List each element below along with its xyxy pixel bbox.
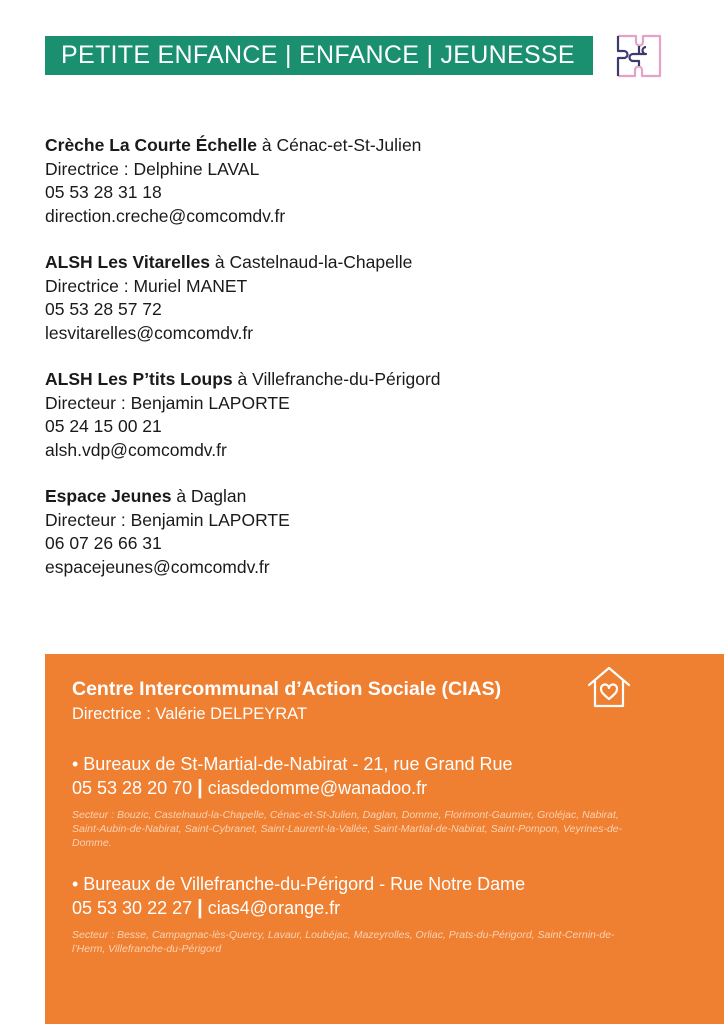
entry-phone[interactable]: 06 07 26 66 31 xyxy=(45,533,162,553)
entry-director: Directeur : Benjamin LAPORTE xyxy=(45,509,290,530)
office-villefranche xyxy=(72,872,712,956)
office-sector: Secteur : Besse, Campagnac-lès-Quercy, Lavaur, Loubéjac, Mazeyrolles, Orliac, Prats-du-Périgord, Saint-Cernin-de-l’Herm, Villefranche-du-Périgord xyxy=(72,929,615,955)
office-email[interactable]: ciasdedomme@wanadoo.fr xyxy=(207,778,428,798)
entry-email[interactable]: espacejeunes@comcomdv.fr xyxy=(45,556,270,577)
office-separator: | xyxy=(197,897,203,919)
entry-email[interactable]: lesvitarelles@comcomdv.fr xyxy=(45,322,254,343)
cias-panel xyxy=(45,654,724,1024)
office-address: • Bureaux de St-Martial-de-Nabirat - 21, rue Grand Rue xyxy=(72,754,513,774)
contact-entry-creche xyxy=(45,134,685,228)
office-separator: | xyxy=(197,777,203,799)
cias-director: Directrice : Valérie DELPEYRAT xyxy=(72,705,308,723)
entry-phone[interactable]: 05 24 15 00 21 xyxy=(45,416,162,436)
entry-name: ALSH Les Vitarelles xyxy=(45,252,211,272)
office-st-martial xyxy=(72,752,712,850)
entry-location: à Cénac-et-St-Julien xyxy=(257,135,422,155)
office-email[interactable]: cias4@orange.fr xyxy=(207,898,341,918)
entry-name: Crèche La Courte Échelle xyxy=(45,135,258,155)
entry-director: Directeur : Benjamin LAPORTE xyxy=(45,392,290,413)
cias-title: Centre Intercommunal d’Action Sociale (CIAS) xyxy=(72,678,502,700)
section-banner xyxy=(45,36,593,75)
puzzle-icon xyxy=(616,34,662,78)
entry-name: Espace Jeunes xyxy=(45,486,172,506)
entry-director: Directrice : Delphine LAVAL xyxy=(45,158,260,179)
office-phone[interactable]: 05 53 30 22 27 xyxy=(72,898,193,918)
contact-entry-vitarelles xyxy=(45,251,685,345)
entry-name: ALSH Les P’tits Loups xyxy=(45,369,233,389)
entry-location: à Daglan xyxy=(171,486,247,506)
entry-location: à Villefranche-du-Périgord xyxy=(232,369,441,389)
entry-phone[interactable]: 05 53 28 57 72 xyxy=(45,299,162,319)
entry-email[interactable]: alsh.vdp@comcomdv.fr xyxy=(45,439,227,460)
entry-phone[interactable]: 05 53 28 31 18 xyxy=(45,182,162,202)
office-phone[interactable]: 05 53 28 20 70 xyxy=(72,778,193,798)
contact-entry-espace-jeunes xyxy=(45,485,685,579)
house-heart-icon xyxy=(586,665,632,709)
contacts-list xyxy=(45,134,685,602)
office-sector: Secteur : Bouzic, Castelnaud-la-Chapelle, Cénac-et-St-Julien, Daglan, Domme, Florimont-Gaumier, Groléjac, Nabirat, Saint-Aubin-de-Nabirat, Saint-Cybranet, Saint-Laurent-la-Vallée, Saint-Martial-de-Nabirat, Saint-Pompon, Veyrines-de-Domme. xyxy=(72,809,623,849)
section-title: PETITE ENFANCE | ENFANCE | JEUNESSE xyxy=(61,41,575,69)
entry-email[interactable]: direction.creche@comcomdv.fr xyxy=(45,205,286,226)
office-address: • Bureaux de Villefranche-du-Périgord - Rue Notre Dame xyxy=(72,874,526,894)
contact-entry-ptits-loups xyxy=(45,368,685,462)
entry-location: à Castelnaud-la-Chapelle xyxy=(210,252,413,272)
entry-director: Directrice : Muriel MANET xyxy=(45,275,248,296)
